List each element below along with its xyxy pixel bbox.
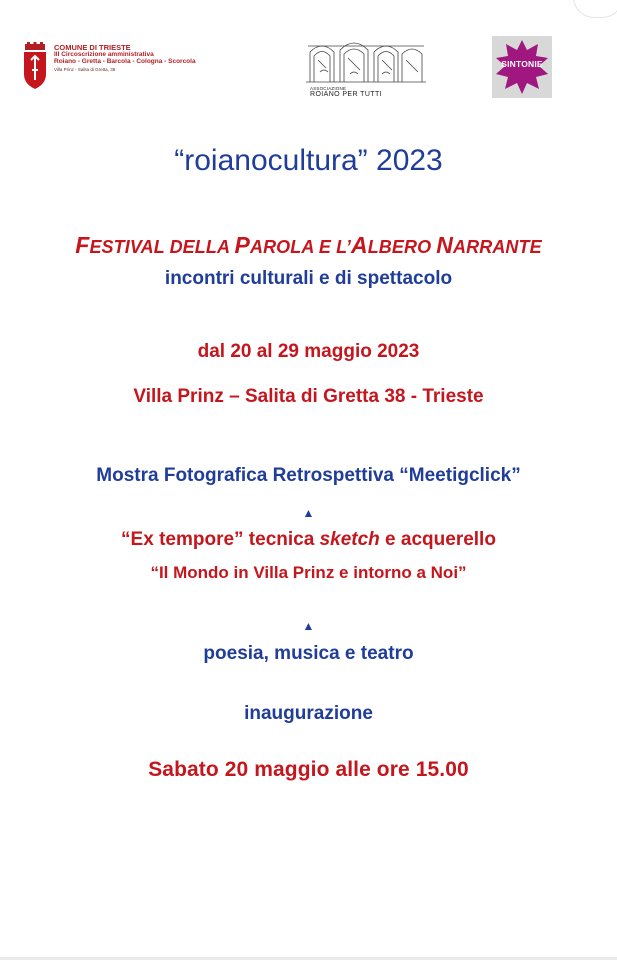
associazione-name: ROIANO PER TUTTI: [310, 91, 382, 98]
extempore-text-1: “Ex tempore” tecnica: [121, 529, 320, 550]
sintonie-logo: [492, 36, 552, 98]
festival-letter-a: A: [350, 232, 368, 258]
extempore-line: [0, 529, 617, 551]
districts-label: Roiano - Gretta - Barcola - Cologna - Scorcola: [54, 57, 196, 65]
roiano-sketch-icon: [306, 38, 426, 86]
poesia-line: poesia, musica e teatro: [203, 643, 414, 664]
trieste-crest-icon: [22, 42, 48, 90]
extempore-italic: sketch: [319, 529, 380, 550]
inaugurazione-datetime: Sabato 20 maggio alle ore 15.00: [148, 758, 469, 781]
associazione-small-label: ASSOCIAZIONE: [310, 86, 347, 91]
mostra-line: Mostra Fotografica Retrospettiva “Meetigclick”: [96, 465, 521, 486]
corner-decoration: [573, 0, 617, 18]
festival-word-estival: ESTIVAL DELLA: [89, 237, 235, 257]
comune-name: COMUNE DI TRIESTE: [54, 43, 131, 52]
sintonie-label: SINTONIE: [501, 59, 543, 69]
festival-letter-f: F: [75, 232, 90, 258]
mondo-line: “Il Mondo in Villa Prinz e intorno a Noi”: [150, 563, 467, 582]
triangle-separator-icon: ▲: [302, 506, 315, 520]
associazione-roiano-logo: [306, 38, 426, 102]
comune-trieste-logo: [22, 40, 262, 96]
festival-letter-p: P: [234, 232, 250, 258]
festival-letter-n: N: [436, 232, 454, 258]
circoscrizione-label: III Circoscrizione amministrativa: [54, 50, 154, 58]
comune-address: Villa Prinz - Salita di Gretta, 38: [54, 66, 116, 72]
triangle-separator-icon: ▲: [302, 619, 315, 633]
event-title: “roianocultura” 2023: [174, 144, 443, 177]
festival-word-arrante: ARRANTE: [453, 237, 542, 257]
festival-subtitle: incontri culturali e di spettacolo: [164, 268, 453, 289]
festival-word-lbero: LBERO: [367, 237, 437, 257]
festival-title: [0, 232, 617, 259]
event-dates: dal 20 al 29 maggio 2023: [197, 341, 420, 362]
inaugurazione-label: inaugurazione: [244, 703, 373, 724]
festival-word-arola: AROLA E L’: [249, 237, 351, 257]
extempore-text-2: e acquerello: [379, 529, 496, 550]
event-venue: Villa Prinz – Salita di Gretta 38 - Trieste: [133, 386, 484, 407]
